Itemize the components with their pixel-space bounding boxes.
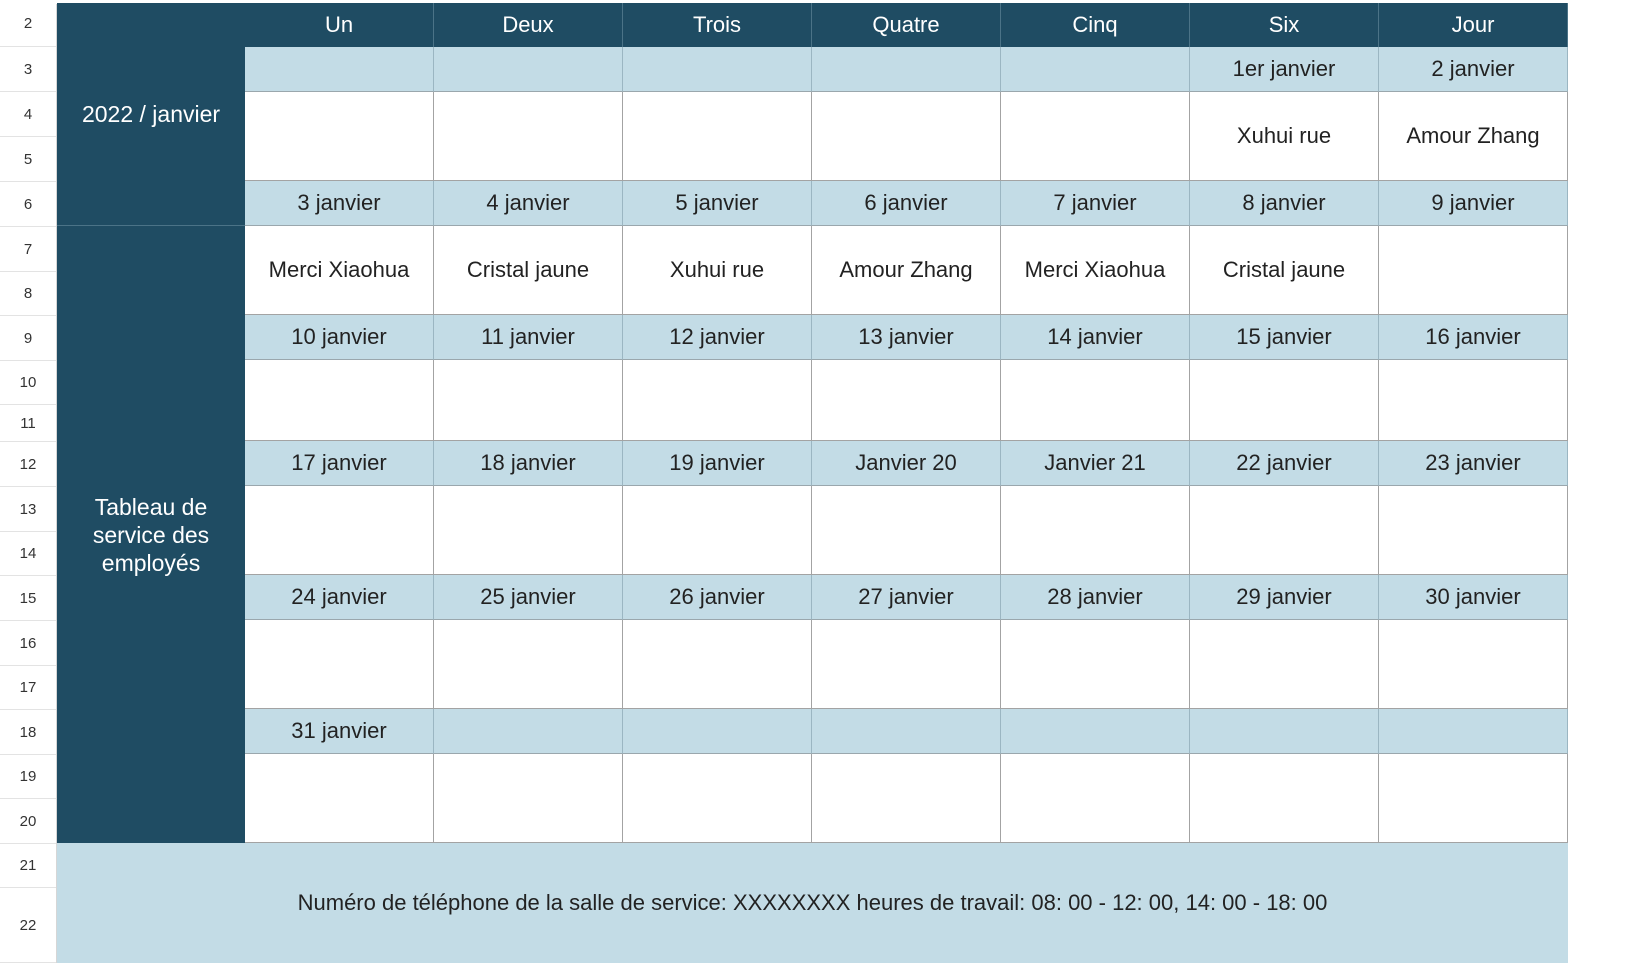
shift-name-cell[interactable] — [1001, 486, 1190, 575]
date-cell[interactable]: 28 janvier — [1001, 575, 1190, 620]
row-number[interactable]: 2 — [0, 0, 56, 47]
row-number[interactable]: 17 — [0, 666, 56, 710]
date-cell[interactable] — [1379, 709, 1568, 754]
date-cell[interactable]: Janvier 20 — [812, 441, 1001, 486]
date-cell[interactable]: 23 janvier — [1379, 441, 1568, 486]
date-cell[interactable] — [623, 47, 812, 92]
date-cell[interactable]: 30 janvier — [1379, 575, 1568, 620]
shift-name-cell[interactable] — [812, 620, 1001, 709]
date-cell[interactable]: 3 janvier — [245, 181, 434, 226]
row-number[interactable]: 7 — [0, 227, 56, 272]
row-number[interactable]: 18 — [0, 710, 56, 755]
date-cell[interactable] — [1001, 709, 1190, 754]
date-cell[interactable]: 22 janvier — [1190, 441, 1379, 486]
shift-name-cell[interactable] — [623, 620, 812, 709]
date-cell[interactable]: 12 janvier — [623, 315, 812, 360]
date-cell[interactable]: 11 janvier — [434, 315, 623, 360]
shift-name-cell[interactable] — [245, 360, 434, 441]
date-cell[interactable]: 8 janvier — [1190, 181, 1379, 226]
date-cell[interactable]: 16 janvier — [1379, 315, 1568, 360]
shift-name-cell[interactable] — [1190, 620, 1379, 709]
date-cell[interactable]: 5 janvier — [623, 181, 812, 226]
shift-name-cell[interactable] — [623, 486, 812, 575]
header-day-1[interactable]: Un — [245, 3, 434, 47]
shift-name-cell[interactable] — [1001, 754, 1190, 843]
shift-name-cell[interactable] — [1190, 486, 1379, 575]
date-cell[interactable]: 17 janvier — [245, 441, 434, 486]
row-number[interactable]: 4 — [0, 92, 56, 137]
shift-name-cell[interactable] — [1379, 226, 1568, 315]
shift-name-cell[interactable] — [1001, 360, 1190, 441]
shift-name-cell[interactable] — [812, 360, 1001, 441]
shift-name-cell[interactable] — [245, 92, 434, 181]
date-cell[interactable]: 10 janvier — [245, 315, 434, 360]
date-cell[interactable] — [812, 47, 1001, 92]
shift-name-cell[interactable] — [1379, 486, 1568, 575]
shift-name-cell[interactable]: Amour Zhang — [812, 226, 1001, 315]
shift-name-cell[interactable] — [245, 620, 434, 709]
shift-name-cell[interactable] — [434, 486, 623, 575]
date-cell[interactable] — [1001, 47, 1190, 92]
shift-name-cell[interactable] — [623, 92, 812, 181]
header-day-4[interactable]: Quatre — [812, 3, 1001, 47]
shift-name-cell[interactable] — [623, 754, 812, 843]
shift-name-cell[interactable] — [812, 92, 1001, 181]
date-cell[interactable]: 26 janvier — [623, 575, 812, 620]
date-cell[interactable]: 9 janvier — [1379, 181, 1568, 226]
row-number[interactable]: 5 — [0, 137, 56, 182]
header-day-2[interactable]: Deux — [434, 3, 623, 47]
date-cell[interactable]: 6 janvier — [812, 181, 1001, 226]
shift-name-cell[interactable] — [1190, 754, 1379, 843]
row-number[interactable]: 12 — [0, 442, 56, 487]
shift-name-cell[interactable] — [812, 486, 1001, 575]
date-cell[interactable]: 25 janvier — [434, 575, 623, 620]
date-cell[interactable]: 2 janvier — [1379, 47, 1568, 92]
row-number[interactable]: 20 — [0, 799, 56, 844]
row-number[interactable]: 13 — [0, 487, 56, 532]
date-cell[interactable]: Janvier 21 — [1001, 441, 1190, 486]
footer-contact-info[interactable]: Numéro de téléphone de la salle de service: XXXXXXXX heures de travail: 08: 00 - 12: 00, 14: 00 - 18: 00 — [57, 843, 1568, 963]
header-day-5[interactable]: Cinq — [1001, 3, 1190, 47]
row-number[interactable]: 11 — [0, 405, 56, 442]
date-cell[interactable]: 31 janvier — [245, 709, 434, 754]
date-cell[interactable] — [434, 709, 623, 754]
date-cell[interactable]: 18 janvier — [434, 441, 623, 486]
shift-name-cell[interactable]: Cristal jaune — [1190, 226, 1379, 315]
row-number[interactable]: 3 — [0, 47, 56, 92]
roster-title[interactable]: Tableau de service des employés — [57, 226, 245, 843]
shift-name-cell[interactable] — [434, 620, 623, 709]
date-cell[interactable]: 1er janvier — [1190, 47, 1379, 92]
shift-name-cell[interactable] — [434, 92, 623, 181]
row-number-gutter — [0, 0, 57, 963]
date-cell[interactable]: 14 janvier — [1001, 315, 1190, 360]
date-cell[interactable] — [1190, 709, 1379, 754]
row-number[interactable]: 22 — [0, 888, 56, 963]
shift-name-cell[interactable] — [434, 754, 623, 843]
date-cell[interactable]: 13 janvier — [812, 315, 1001, 360]
row-number[interactable]: 15 — [0, 576, 56, 621]
row-number[interactable]: 6 — [0, 182, 56, 227]
shift-name-cell[interactable]: Merci Xiaohua — [245, 226, 434, 315]
shift-name-cell[interactable] — [1001, 92, 1190, 181]
row-number[interactable]: 16 — [0, 621, 56, 666]
date-cell[interactable] — [623, 709, 812, 754]
row-number[interactable]: 8 — [0, 272, 56, 316]
date-cell[interactable]: 29 janvier — [1190, 575, 1379, 620]
shift-name-cell[interactable] — [812, 754, 1001, 843]
shift-name-cell[interactable]: Amour Zhang — [1379, 92, 1568, 181]
date-cell[interactable] — [812, 709, 1001, 754]
month-label[interactable]: 2022 / janvier — [57, 3, 245, 226]
date-cell[interactable] — [245, 47, 434, 92]
shift-name-cell[interactable] — [1001, 620, 1190, 709]
row-number[interactable]: 10 — [0, 361, 56, 405]
shift-name-cell[interactable] — [1190, 360, 1379, 441]
row-number[interactable]: 21 — [0, 844, 56, 888]
header-day-3[interactable]: Trois — [623, 3, 812, 47]
shift-name-cell[interactable] — [245, 486, 434, 575]
row-number[interactable]: 14 — [0, 532, 56, 576]
shift-name-cell[interactable]: Xuhui rue — [623, 226, 812, 315]
shift-name-cell[interactable] — [245, 754, 434, 843]
shift-name-cell[interactable] — [1379, 360, 1568, 441]
row-number[interactable]: 19 — [0, 755, 56, 799]
date-cell[interactable]: 24 janvier — [245, 575, 434, 620]
row-number[interactable]: 9 — [0, 316, 56, 361]
header-day-7[interactable]: Jour — [1379, 3, 1568, 47]
date-cell[interactable]: 19 janvier — [623, 441, 812, 486]
header-day-6[interactable]: Six — [1190, 3, 1379, 47]
shift-name-cell[interactable] — [623, 360, 812, 441]
date-cell[interactable]: 27 janvier — [812, 575, 1001, 620]
shift-name-cell[interactable] — [1379, 620, 1568, 709]
date-cell[interactable]: 4 janvier — [434, 181, 623, 226]
shift-name-cell[interactable]: Xuhui rue — [1190, 92, 1379, 181]
date-cell[interactable]: 7 janvier — [1001, 181, 1190, 226]
date-cell[interactable]: 15 janvier — [1190, 315, 1379, 360]
shift-name-cell[interactable] — [434, 360, 623, 441]
date-cell[interactable] — [434, 47, 623, 92]
shift-name-cell[interactable]: Cristal jaune — [434, 226, 623, 315]
shift-name-cell[interactable]: Merci Xiaohua — [1001, 226, 1190, 315]
shift-name-cell[interactable] — [1379, 754, 1568, 843]
